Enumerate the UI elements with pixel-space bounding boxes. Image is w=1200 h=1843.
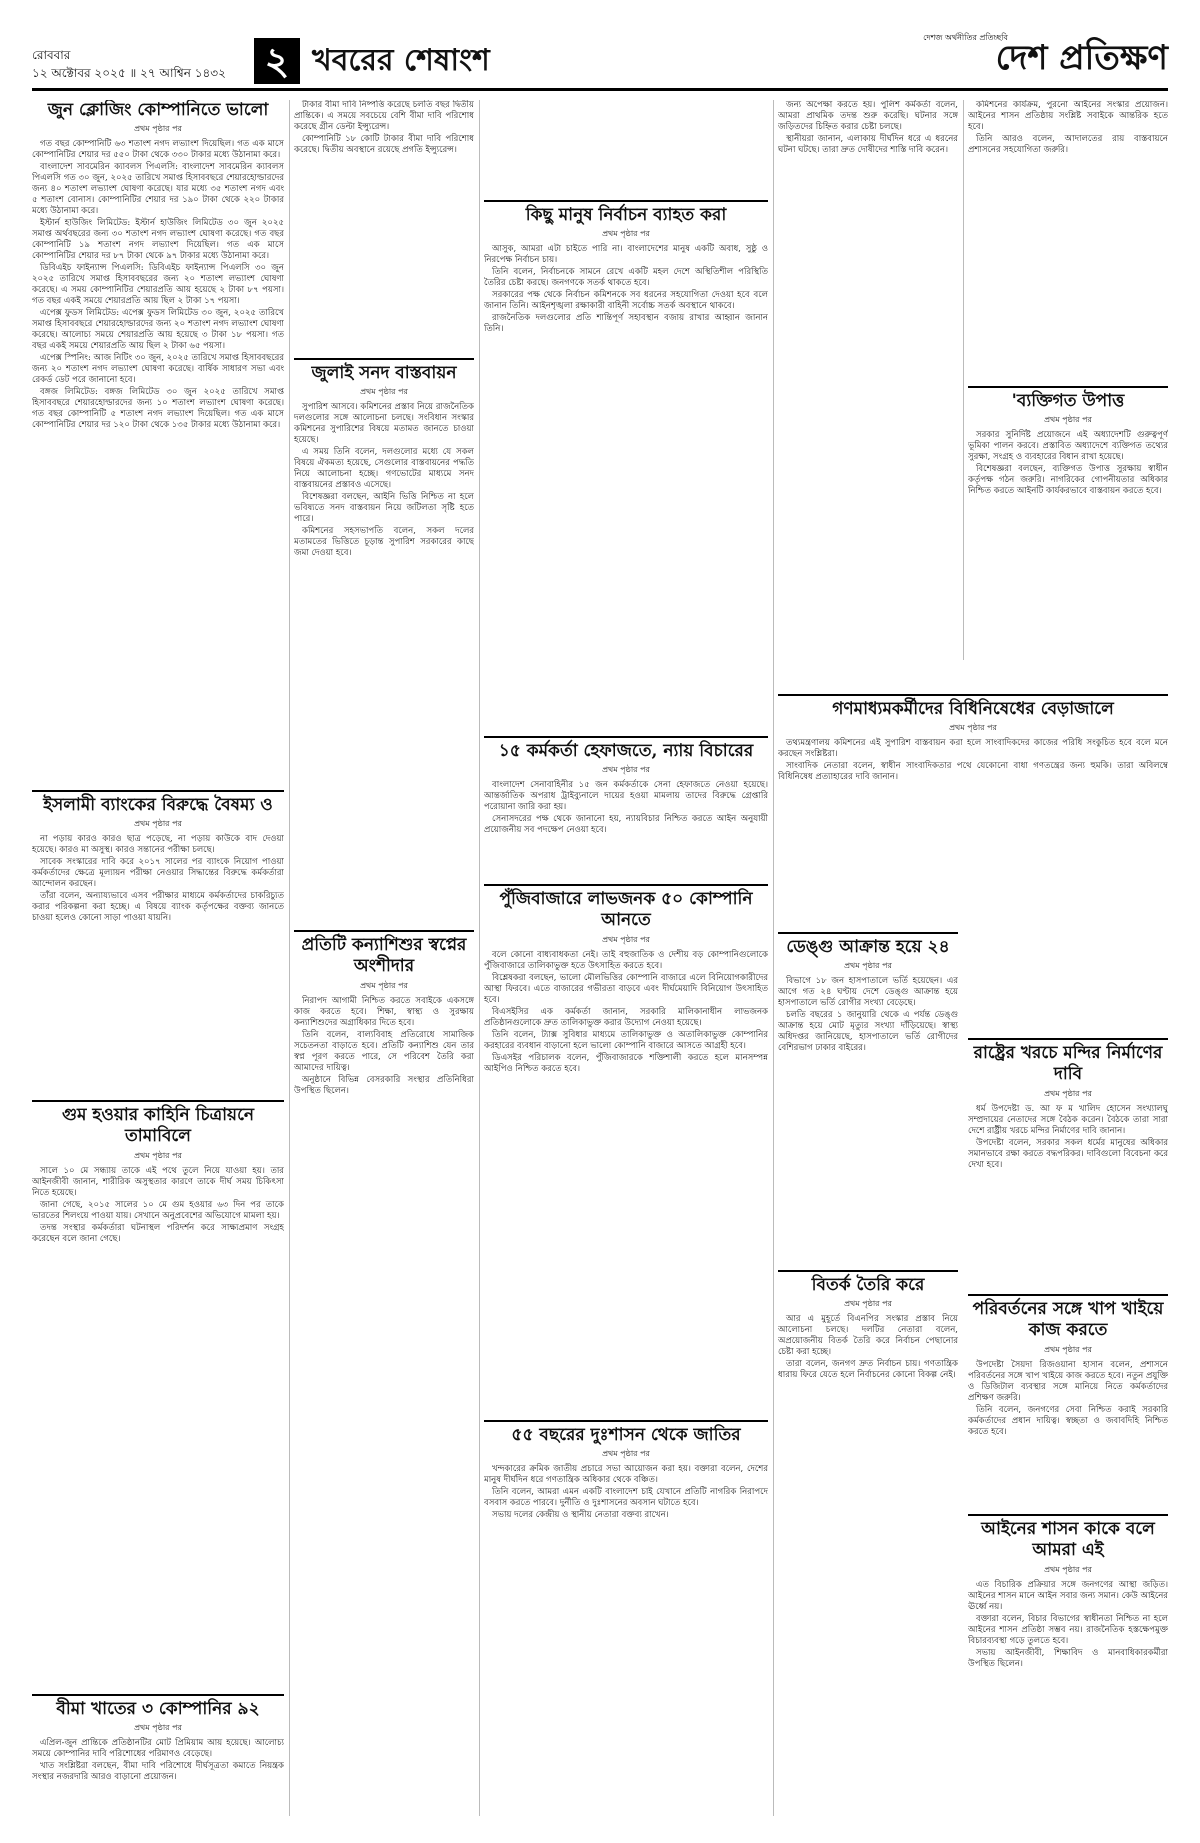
byline: প্রথম পৃষ্ঠার পর [1044, 1088, 1092, 1098]
article-body [484, 780, 768, 836]
section-title: খবরের শেষাংশ [312, 43, 490, 78]
paragraph: কমিশনের সহসভাপতি বলেন, সকল দলের মতামতের ভিত্তিতে চূড়ান্ত সুপারিশ সরকারের কাছে জমা দেওয়া হবে। [294, 526, 474, 559]
paragraph: তাঁরা বলেন, অন্যায্যভাবে এসব পরীক্ষার মাধ্যমে কর্মকর্তাদের চাকরিচ্যুত করার পরিকল্পনা করা হচ্ছে। এ বিষয়ে ব্যাংক কর্তৃপক্ষের বক্তব্য জানতে চাওয়া হলেও কোনো সাড়া পাওয়া যায়নি। [32, 891, 284, 924]
article-july-sanad [294, 358, 474, 858]
column-1 [32, 100, 284, 1816]
paragraph: ডিএসইর পরিচালক বলেন, পুঁজিবাজারকে শক্তিশালী করতে হলে মানসম্পন্ন আইপিও নিশ্চিত করতে হবে। [484, 1052, 768, 1074]
headline: 'ব্যক্তিগত উপাত্ত [1011, 391, 1125, 411]
headline: ইসলামী ব্যাংকের বিরুদ্ধে বৈষম্য ও [43, 795, 273, 815]
article-islami-bank [32, 790, 284, 1090]
paragraph: তিনি বলেন, নির্বাচনকে সামনে রেখে একটি মহল দেশে অস্থিতিশীল পরিস্থিতি তৈরির চেষ্টা করছে। জনগণকে সতর্ক থাকতে হবে। [484, 267, 768, 289]
byline: প্রথম পৃষ্ঠার পর [134, 819, 182, 829]
article-body [968, 100, 1168, 156]
column-2 [294, 100, 474, 1816]
byline: প্রথম পৃষ্ঠার পর [602, 229, 650, 239]
paragraph: খাত সংশ্লিষ্টরা বলছেন, বীমা দাবি পরিশোধে দীর্ঘসূত্রতা কমাতে নিয়ন্ত্রক সংস্থার নজরদারি আরও বাড়ানো প্রয়োজন। [32, 1761, 284, 1783]
article-body [968, 430, 1168, 497]
column-3 [484, 100, 768, 1816]
paragraph: বলে কোনো বাধ্যবাধকতা নেই। তাই বহুজাতিক ও দেশীয় বড় কোম্পানিগুলোকে পুঁজিবাজারে তালিকাভুক্ত হতে উৎসাহিত করতে হবে। [484, 949, 768, 971]
headline: আইনের শাসন কাকে বলে আমরা এই [981, 1519, 1155, 1561]
column-rule [773, 100, 774, 1816]
paragraph: না পড়ায় কারও কারও ছাত্র পড়েছে, না পড়ায় কাউকে বাদ দেওয়া হয়েছে। কারও মা অসুস্থ। কারও সন্তানের পরীক্ষা চলছে। [32, 834, 284, 856]
paragraph: সভায় আইনজীবী, শিক্ষাবিদ ও মানবাধিকারকর্মীরা উপস্থিত ছিলেন। [968, 1647, 1168, 1669]
paragraph: সভায় দলের কেন্দ্রীয় ও স্থানীয় নেতারা বক্তব্য রাখেন। [492, 1510, 669, 1521]
article-karmakarta [484, 736, 768, 876]
article-ainer-shashon [968, 1514, 1168, 1816]
paragraph: এপেক্স স্পিনিং: আজ নিটিং ৩০ জুন, ২০২৫ তারিখে সমাপ্ত হিসাববছরের জন্য ২০ শতাংশ নগদ লভ্যাংশ ঘোষণা করেছে। বার্ষিক সাধারণ সভা এবং রেকর্ড ডেট পরে জানানো হবে। [32, 353, 284, 386]
paragraph: জানা গেছে, ২০১৫ সালের ১০ মে গুম হওয়ার ৬৩ দিন পর তাকে ভারতের শিলংয়ে পাওয়া যায়। সেখানে অনুপ্রবেশের অভিযোগে মামলা হয়। [32, 1199, 284, 1221]
headline: ৫৫ বছরের দুঃশাসন থেকে জাতির [511, 1425, 741, 1445]
article-body [32, 139, 284, 431]
article-punjibajar [484, 884, 768, 1404]
paragraph: ইস্টার্ন হাউজিং লিমিটেড: ইস্টার্ন হাউজিং লিমিটেড ৩০ জুন ২০২৫ সমাপ্ত অর্থবছরের জন্য ৩০ শতাংশ নগদ লভ্যাংশ ঘোষণা করেছে। গত বছর কোম্পানিটি ১৯ শতাংশ নগদ লভ্যাংশ দিয়েছিল। গত এক মাসে কোম্পানিটির শেয়ার দর ৮৭ টাকা থেকে ৯৭ টাকার মধ্যে উঠানামা করে। [32, 218, 284, 262]
paragraph: বিশেষজ্ঞরা বলছেন, ব্যক্তিগত উপাত্ত সুরক্ষায় স্বাধীন কর্তৃপক্ষ গঠন জরুরি। নাগরিকের গোপনীয়তার অধিকার নিশ্চিত করতে আইনটি কার্যকরভাবে বাস্তবায়ন করতে হবে। [968, 464, 1168, 497]
article-body [968, 1104, 1168, 1171]
paragraph: নিরাপদ আগামী নিশ্চিত করতে সবাইকে একসঙ্গে কাজ করতে হবে। শিক্ষা, স্বাস্থ্য ও সুরক্ষায় কন্যাশিশুদের অগ্রাধিকার দিতে হবে। [294, 995, 474, 1028]
byline: প্রথম পৃষ্ঠার পর [134, 1150, 182, 1160]
byline: প্রথম পৃষ্ঠার পর [134, 124, 182, 134]
article-body [778, 738, 1168, 783]
column-rule [963, 100, 964, 660]
article-body [32, 834, 284, 924]
paragraph: বাংলাদেশ সাবমেরিন ক্যাবলস পিএলসি: বাংলাদেশ সাবমেরিন ক্যাবলস পিএলসি গত ৩০ জুন, ২০২৫ তারিখে সমাপ্ত হিসাববছরে শেয়ারহোল্ডারদের জন্য ৪০ শতাংশ লভ্যাংশ ঘোষণা করেছে। যার মধ্যে ৩৫ শতাংশ নগদ এবং ৫ শতাংশ বোনাস। কোম্পানিটির শেয়ার দর ১৯০ টাকা থেকে ২২০ টাকার মধ্যে উঠানামা করে। [32, 162, 284, 217]
byline: প্রথম পৃষ্ঠার পর [949, 723, 997, 733]
paragraph: এ সময় তিনি বলেন, দলগুলোর মধ্যে যে সকল বিষয়ে ঐকমত্য হয়েছে, সেগুলোর বাস্তবায়নের পদ্ধতি নিয়ে আলোচনা হচ্ছে। গণভোটের মাধ্যমে সনদ বাস্তবায়নের প্রস্তাবও এসেছে। [294, 447, 474, 491]
paragraph: কোম্পানিটি ১৮ কোটি টাকার বীমা দাবি পরিশোধ করেছে। দ্বিতীয় অবস্থানে রয়েছে প্রগতি ইন্স্যুরেন্স। [294, 134, 474, 155]
article-body [32, 1738, 284, 1783]
paragraph: তিনি আরও বলেন, আদালতের রায় বাস্তবায়নে প্রশাসনের সহযোগিতা জরুরি। [968, 134, 1168, 155]
date-block [32, 46, 226, 82]
headline: পরিবর্তনের সঙ্গে খাপ খাইয়ে কাজ করতে [972, 1299, 1164, 1341]
article-body [32, 1166, 284, 1245]
paragraph: তিনি বলেন, আমরা এমন একটি বাংলাদেশ চাই যেখানে প্রতিটি নাগরিক নিরাপদে বসবাস করতে পারবে। দুর্নীতি ও দুঃশাসনের অবসান ঘটাতে হবে। [484, 1487, 768, 1509]
paragraph: তথ্যমন্ত্রণালয় কমিশনের এই সুপারিশ বাস্তবায়ন করা হলে সাংবাদিকদের কাজের পরিধি সংকুচিত হবে বলে মনে করছেন সংশ্লিষ্টরা। [778, 738, 1168, 760]
paragraph: তিনি বলেন, ট্যাক্স সুবিধার মাধ্যমে তালিকাভুক্ত ও অতালিকাভুক্ত কোম্পানির করহারের ব্যবধান বাড়ানো হলে ভালো কোম্পানি বাজারে আসতে আগ্রহী হবে। [484, 1029, 768, 1051]
headline: গণমাধ্যমকর্মীদের বিধিনিষেধের বেড়াজালে [832, 699, 1114, 719]
article-body [484, 244, 768, 335]
headline: পুঁজিবাজারে লাভজনক ৫০ কোম্পানি আনতে [499, 889, 753, 931]
paragraph: বিশেষজ্ঞরা বলছেন, আইনি ভিত্তি নিশ্চিত না হলে ভবিষ্যতে সনদ বাস্তবায়ন নিয়ে জটিলতা সৃষ্টি হতে পারে। [294, 492, 474, 525]
article-poriborton [968, 1294, 1168, 1504]
paragraph: বাংলাদেশ সেনাবাহিনীর ১৫ জন কর্মকর্তাকে সেনা হেফাজতে নেওয়া হয়েছে। আন্তর্জাতিক অপরাধ ট্রাইব্যুনালে দায়ের হওয়া মামলায় তাদের বিরুদ্ধে গ্রেপ্তারি পরোয়ানা জারি করা হয়। [484, 780, 768, 813]
paragraph: তারা বলেন, জনগণ দ্রুত নির্বাচন চায়। গণতান্ত্রিক ধারায় ফিরে যেতে হলে নির্বাচনের কোনো বিকল্প নেই। [778, 1359, 958, 1381]
paragraph: বিশ্লেষকরা বলছেন, ভালো মৌলভিত্তির কোম্পানি বাজারে এলে বিনিয়োগকারীদের আস্থা ফিরবে। এতে বাজারের গভীরতা বাড়বে এবং দীর্ঘমেয়াদি বিনিয়োগ উৎসাহিত হবে। [484, 972, 768, 1005]
paragraph: সাংবাদিক নেতারা বলেন, স্বাধীন সাংবাদিকতার পথে যেকোনো বাধা গণতন্ত্রের জন্য হুমকি। তারা অবিলম্বে বিধিনিষেধ প্রত্যাহারের দাবি জানান। [778, 761, 1168, 783]
paragraph: কমিশনের কার্যক্রম, পুরনো আইনের সংস্কার প্রয়োজন। আইনের শাসন প্রতিষ্ঠায় সংশ্লিষ্ট সবাইকে আন্তরিক হতে হবে। [968, 100, 1168, 132]
paragraph: সরকার সুনির্দিষ্ট প্রয়োজনে এই অধ্যাদেশটি গুরুত্বপূর্ণ ভূমিকা পালন করবে। প্রস্তাবিত অধ্যাদেশে ব্যক্তিগত তথ্যের সুরক্ষা, সংগ্রহ ও ব্যবহারের বিধান রাখা হয়েছে। [968, 430, 1168, 463]
article-gonomadhyom [778, 694, 1168, 936]
headline: রাষ্ট্রের খরচে মন্দির নির্মাণের দাবি [973, 1043, 1163, 1085]
article-body [294, 996, 474, 1097]
article-gum-hoar [32, 1100, 284, 1440]
headline: প্রতিটি কন্যাশিশুর স্বপ্নের অংশীদার [301, 935, 467, 977]
paragraph: স্থানীয়রা জানান, এলাকায় দীর্ঘদিন ধরে এ ধরনের ঘটনা ঘটছে। তারা দ্রুত দোষীদের শাস্তি দাবি করেন। [778, 134, 958, 155]
paragraph: সরকারের পক্ষ থেকে নির্বাচন কমিশনকে সব ধরনের সহযোগিতা দেওয়া হবে বলে জানান তিনি। আইনশৃঙ্খলা রক্ষাকারী বাহিনী সর্বোচ্চ সতর্ক অবস্থানে থাকবে। [484, 290, 768, 312]
byline: প্রথম পৃষ্ঠার পর [602, 765, 650, 775]
article-body [778, 100, 958, 156]
paragraph: রাজনৈতিক দলগুলোর প্রতি শান্তিপূর্ণ সহাবস্থান বজায় রাখার আহ্বান জানান তিনি। [484, 313, 768, 335]
byline: প্রথম পৃষ্ঠার পর [602, 1449, 650, 1459]
byline: প্রথম পৃষ্ঠার পর [360, 980, 408, 990]
byline: প্রথম পৃষ্ঠার পর [360, 387, 408, 397]
article-byaktigoto [968, 386, 1168, 660]
article-shimul [778, 100, 958, 690]
article-body [484, 950, 768, 1075]
byline: প্রথম পৃষ্ঠার পর [1044, 1564, 1092, 1574]
article-jun-closing [32, 100, 284, 600]
paragraph: সুপারিশ আসবে। কমিশনের প্রস্তাব নিয়ে রাজনৈতিক দলগুলোর সঙ্গে আলোচনা চলছে। সংবিধান সংস্কার কমিশনের সুপারিশের বিষয়ে মতামত জানতে চাওয়া হয়েছে। [294, 402, 474, 446]
headline: গুম হওয়ার কাহিনি চিত্রায়নে তামাবিলে [61, 1105, 255, 1147]
paragraph: বঙ্গজ লিমিটেড: বঙ্গজ লিমিটেড ৩০ জুন ২০২৫ তারিখে সমাপ্ত হিসাববছরে শেয়ারহোল্ডারদের জন্য ১০ শতাংশ লভ্যাংশ ঘোষণা করেছে। গত বছর কোম্পানিটি ৫ শতাংশ নগদ লভ্যাংশ দিয়েছিল। গত এক মাসে কোম্পানিটির শেয়ার দর ১২০ টাকা থেকে ১৩৫ টাকার মধ্যে উঠানামা করে। [32, 387, 284, 431]
paragraph: তদন্ত সংস্থার কর্মকর্তারা ঘটনাস্থল পরিদর্শন করে সাক্ষ্যপ্রমাণ সংগ্রহ করেছেন বলে জানা গেছে। [32, 1222, 284, 1244]
newspaper-logo: দেশ প্রতিক্ষণ [995, 38, 1168, 78]
article-taka-claim [294, 100, 474, 350]
paragraph: তিনি বলেন, বাল্যবিবাহ প্রতিরোধে সামাজিক সচেতনতা বাড়াতে হবে। প্রতিটি কন্যাশিশু যেন তার স্বপ্ন পূরণ করতে পারে, সে পরিবেশ তৈরি করা আমাদের দায়িত্ব। [294, 1029, 474, 1073]
byline: প্রথম পৃষ্ঠার পর [602, 934, 650, 944]
column-rule [479, 100, 480, 1816]
article-bima-khat [32, 1694, 284, 1816]
masthead-rule [32, 88, 1168, 91]
paragraph: বিএসইসির এক কর্মকর্তা জানান, সরকারি মালিকানাধীন লাভজনক প্রতিষ্ঠানগুলোকে দ্রুত তালিকাভুক্ত করার উদ্যোগ নেওয়া হয়েছে। [484, 1006, 768, 1028]
article-kanyashishu [294, 930, 474, 1816]
masthead [32, 33, 1168, 94]
paragraph: এপেক্স ফুডস লিমিটেড: এপেক্স ফুডস লিমিটেড ৩০ জুন, ২০২৫ তারিখে সমাপ্ত হিসাববছরে শেয়ারহোল্ডারদের জন্য ২০ শতাংশ নগদ লভ্যাংশ ঘোষণা করেছে। আলোচ্য সময়ে শেয়ারপ্রতি আয় হয়েছে ৩ টাকা ১৮ পয়সা। গত বছর একই সময়ে শেয়ারপ্রতি আয় ছিল ২ টাকা ৬৫ পয়সা। [32, 308, 284, 352]
headline: জুলাই সনদ বাস্তবায়ন [311, 363, 457, 383]
weekday: রোববার [32, 48, 71, 62]
article-body [484, 1464, 768, 1521]
paragraph: ডিবিএইচ ফাইন্যান্স পিএলসি: ডিবিএইচ ফাইন্যান্স পিএলসি ৩০ জুন ২০২৫ তারিখে সমাপ্ত হিসাববছরের জন্য ২০ শতাংশ লভ্যাংশ ঘোষণা করেছে। এ সময় কোম্পানিটির শেয়ারপ্রতি আয় হয়েছে ২ টাকা ৮৭ পয়সা। গত বছর একই সময়ে শেয়ারপ্রতি আয় ছিল ২ টাকা ১৭ পয়সা। [32, 263, 284, 307]
paragraph: গত বছর কোম্পানিটি ৬৩ শতাংশ নগদ লভ্যাংশ দিয়েছিল। গত এক মাসে কোম্পানিটির শেয়ার দর ৫৫০ টাকা থেকে ৩৩০ টাকার মধ্যে উঠানামা করে। [32, 139, 284, 161]
paragraph: আর এ মুহূর্তে বিএনপির সংস্কার প্রস্তাব নিয়ে আলোচনা চলছে। দলটির নেতারা বলেন, অপ্রয়োজনীয় বিতর্ক তৈরি করে নির্বাচন পেছানোর চেষ্টা করা হচ্ছে। [778, 1314, 958, 1358]
article-body [294, 100, 474, 156]
paragraph: বিভাগে ১৮ জন হাসপাতালে ভর্তি হয়েছেন। এর আগে গত ২৪ ঘণ্টায় দেশে ডেঙ্গু আক্রান্ত হয়ে হাসপাতালে ভর্তি রোগীর সংখ্যা বেড়েছে। [778, 976, 958, 1009]
paragraph: এপ্রিল-জুন প্রান্তিকে প্রতিষ্ঠানটির মোট প্রিমিয়াম আয় হয়েছে। আলোচ্য সময়ে কোম্পানির দাবি পরিশোধের পরিমাণও বেড়েছে। [32, 1738, 284, 1760]
column-rule [289, 100, 290, 1816]
date-line: ১২ অক্টোবর ২০২৫ ॥ ২৭ আশ্বিন ১৪৩২ [32, 66, 226, 80]
article-body [968, 1580, 1168, 1670]
page-number: ২ [254, 38, 300, 84]
article-dushashon [484, 1420, 768, 1816]
headline: কিছু মানুষ নির্বাচন ব্যাহত করা [525, 205, 727, 225]
paragraph: উপদেষ্টা সৈয়দা রিজওয়ানা হাসান বলেন, প্রশাসনে পরিবর্তনের সঙ্গে খাপ খাইয়ে কাজ করতে হবে। নতুন প্রযুক্তি ও ডিজিটাল ব্যবস্থার সঙ্গে মানিয়ে নিতে কর্মকর্তাদের প্রশিক্ষণ জরুরি। [968, 1359, 1168, 1403]
paragraph: আসুক, আমরা এটা চাইতে পারি না। বাংলাদেশের মানুষ একটি অবাধ, সুষ্ঠু ও নিরপেক্ষ নির্বাচন চায়। [484, 244, 768, 266]
paragraph: জন্য অপেক্ষা করতে হয়। পুলিশ কর্মকর্তা বলেন, আমরা প্রাথমিক তদন্ত শুরু করেছি। ঘটনার সঙ্গে জড়িতদের চিহ্নিত করার চেষ্টা চলছে। [778, 100, 958, 132]
paragraph: ধর্ম উপদেষ্টা ড. আ ফ ম খালিদ হোসেন সংখ্যালঘু সম্প্রদায়ের নেতাদের সঙ্গে বৈঠক করেন। বৈঠকে তারা সারা দেশে রাষ্ট্রীয় খরচে মন্দির নির্মাণের দাবি জানান। [968, 1103, 1168, 1136]
byline: প্রথম পৃষ্ঠার পর [1044, 415, 1092, 425]
headline: বিতর্ক তৈরি করে [811, 1275, 925, 1295]
logo-tagline: দেশজ অর্থনীতির প্রতিচ্ছবি [923, 33, 1008, 42]
article-mondir [968, 1038, 1168, 1278]
article-body [294, 402, 474, 559]
headline: বীমা খাতের ৩ কোম্পানির ৯২ [56, 1699, 260, 1719]
paragraph: অনুষ্ঠানে বিভিন্ন বেসরকারি সংস্থার প্রতিনিধিরা উপস্থিত ছিলেন। [294, 1074, 474, 1096]
paragraph: এত বিচারিক প্রক্রিয়ার সঙ্গে জনগণের আস্থা জড়িত। আইনের শাসন মানে আইন সবার জন্য সমান। কেউ আইনের ঊর্ধ্বে নয়। [968, 1579, 1168, 1612]
article-body [968, 1360, 1168, 1438]
paragraph: সেনাসদরের পক্ষ থেকে জানানো হয়, ন্যায়বিচার নিশ্চিত করতে আইন অনুযায়ী প্রয়োজনীয় সব পদক্ষেপ নেওয়া হবে। [484, 814, 768, 836]
byline: প্রথম পৃষ্ঠার পর [844, 1299, 892, 1309]
byline: প্রথম পৃষ্ঠার পর [844, 961, 892, 971]
paragraph: বক্তারা বলেন, বিচার বিভাগের স্বাধীনতা নিশ্চিত না হলে আইনের শাসন প্রতিষ্ঠা সম্ভব নয়। রাজনৈতিক হস্তক্ষেপমুক্ত বিচারব্যবস্থা গড়ে তুলতে হবে। [968, 1613, 1168, 1646]
headline: জুন ক্লোজিং কোম্পানিতে ভালো [47, 100, 269, 120]
headline: ডেঙ্গু আক্রান্ত হয়ে ২৪ [786, 937, 950, 957]
paragraph: সালে ১০ মে সন্ধ্যায় তাকে এই পথে তুলে নিয়ে যাওয়া হয়। তার আইনজীবী জানান, শারীরিক অসুস্থতার কারণে তাকে দীর্ঘ সময় চিকিৎসা নিতে হয়েছে। [32, 1165, 284, 1198]
paragraph: চলতি বছরের ১ জানুয়ারি থেকে এ পর্যন্ত ডেঙ্গু আক্রান্ত হয়ে মোট মৃত্যুর সংখ্যা দাঁড়িয়েছে। স্বাস্থ্য অধিদপ্তর জানিয়েছে, হাসপাতালে ভর্তি রোগীদের বেশিরভাগ ঢাকার বাইরের। [778, 1010, 958, 1054]
article-nirbachon [484, 200, 768, 730]
article-akhtaruzzaman [968, 100, 1168, 380]
byline: প্রথম পৃষ্ঠার পর [1044, 1344, 1092, 1354]
paragraph: সাবেক সংস্কারের দাবি করে ২০১৭ সালের পর ব্যাংকে নিয়োগ পাওয়া কর্মকর্তাদের ক্ষেত্রে মূল্যায়ন পরীক্ষা নেওয়ার সিদ্ধান্তের বিরুদ্ধে কর্মকর্তারা আন্দোলন করছেন। [32, 857, 284, 890]
paragraph: খন্দকারের ক্রমিক জাতীয় প্রচারে সভা আয়োজন করা হয়। বক্তারা বলেন, দেশের মানুষ দীর্ঘদিন ধরে গণতান্ত্রিক অধিকার থেকে বঞ্চিত। [484, 1464, 768, 1486]
paragraph: টাকার বীমা দাবি নিষ্পত্তি করেছে চলতি বছর দ্বিতীয় প্রান্তিকে। এ সময়ে সবচেয়ে বেশি বীমা দাবি পরিশোধ করেছে গ্রীন ডেল্টা ইন্স্যুরেন্স। [294, 100, 474, 132]
headline: ১৫ কর্মকর্তা হেফাজতে, ন্যায় বিচারের [498, 741, 754, 761]
paragraph: উপদেষ্টা বলেন, সরকার সকল ধর্মের মানুষের অধিকার সমানভাবে রক্ষা করতে বদ্ধপরিকর। দাবিগুলো বিবেচনা করে দেখা হবে। [968, 1137, 1168, 1170]
paragraph: তিনি বলেন, জনগণের সেবা নিশ্চিত করাই সরকারি কর্মকর্তাদের প্রধান দায়িত্ব। স্বচ্ছতা ও জবাবদিহি নিশ্চিত করতে হবে। [968, 1404, 1168, 1437]
byline: প্রথম পৃষ্ঠার পর [134, 1723, 182, 1733]
